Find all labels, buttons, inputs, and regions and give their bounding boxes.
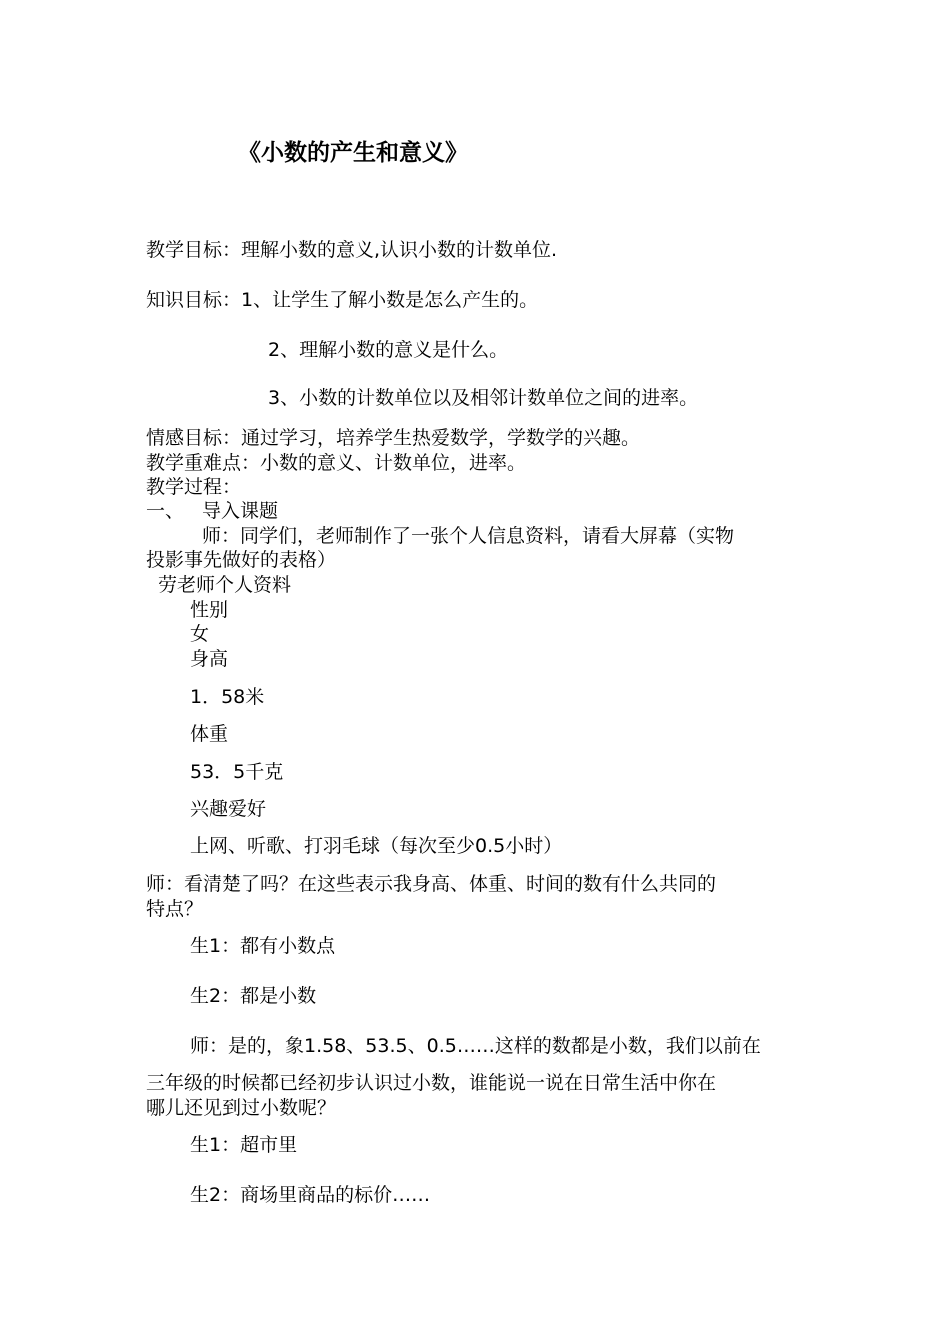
- info-weight-label: 体重: [190, 723, 229, 745]
- info-table-title: 劳老师个人资料: [158, 574, 292, 596]
- student-answer-2: 生2：都是小数: [190, 985, 317, 1007]
- student-answer-3: 生1：超市里: [190, 1134, 298, 1156]
- student-answer-4: 生2：商场里商品的标价……: [190, 1184, 431, 1206]
- process-heading: 教学过程：: [146, 476, 242, 498]
- knowledge-goal-line-1: 知识目标：1、让学生了解小数是怎么产生的。: [146, 289, 539, 311]
- teacher-line-1a: 师：同学们，老师制作了一张个人信息资料，请看大屏幕（实物: [202, 525, 735, 547]
- teacher-line-1b: 投影事先做好的表格）: [146, 549, 337, 571]
- info-hobby-label: 兴趣爱好: [190, 798, 267, 820]
- info-gender-label: 性别: [190, 599, 229, 621]
- knowledge-goal-line-2: 2、理解小数的意义是什么。: [268, 339, 509, 361]
- document-title: 《小数的产生和意义》: [238, 140, 468, 166]
- knowledge-goal-line-3: 3、小数的计数单位以及相邻计数单位之间的进率。: [268, 387, 699, 409]
- student-answer-1: 生1：都有小数点: [190, 935, 336, 957]
- info-height-value: 1．58米: [190, 686, 265, 708]
- section-title: 导入课题: [202, 500, 279, 522]
- key-points-line: 教学重难点：小数的意义、计数单位，进率。: [146, 452, 527, 474]
- section-number: 一、: [146, 500, 185, 522]
- info-weight-value: 53．5千克: [190, 761, 284, 783]
- teacher-line-2b: 特点？: [146, 898, 204, 920]
- info-gender-value: 女: [190, 623, 210, 645]
- teacher-line-3a: 师：是的，象1.58、53.5、0.5……这样的数都是小数，我们以前在: [190, 1035, 761, 1057]
- emotion-goal-line: 情感目标：通过学习，培养学生热爱数学，学数学的兴趣。: [146, 427, 641, 449]
- info-hobby-value: 上网、听歌、打羽毛球（每次至少0.5小时）: [190, 835, 563, 857]
- teacher-line-3c: 哪儿还见到过小数呢？: [146, 1097, 337, 1119]
- teaching-goal-line: 教学目标：理解小数的意义,认识小数的计数单位.: [146, 239, 558, 261]
- info-height-label: 身高: [190, 648, 229, 670]
- teacher-line-3b: 三年级的时候都已经初步认识过小数，谁能说一说在日常生活中你在: [146, 1072, 717, 1094]
- teacher-line-2a: 师：看清楚了吗？在这些表示我身高、体重、时间的数有什么共同的: [146, 873, 717, 895]
